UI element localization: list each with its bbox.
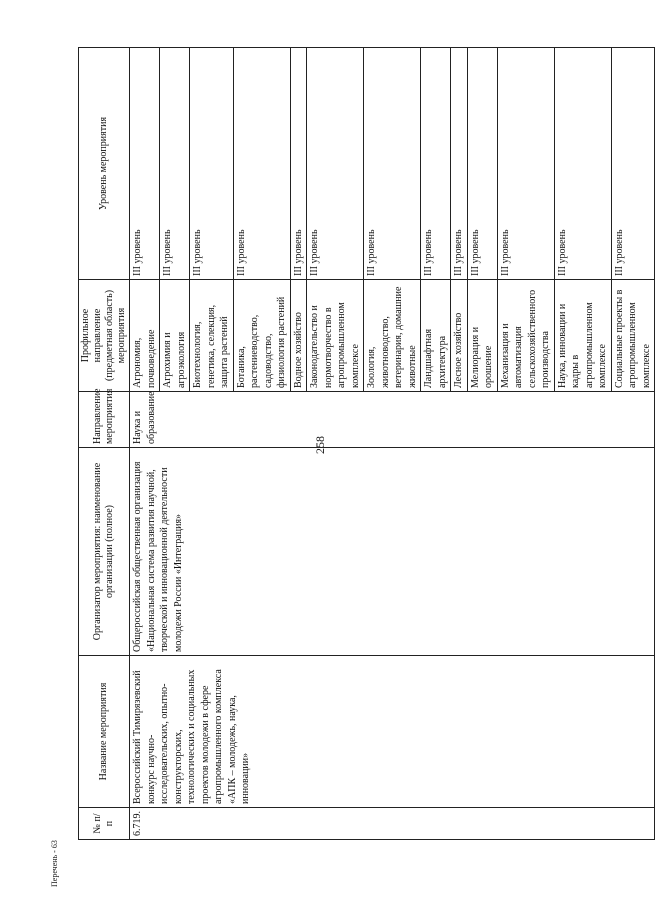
entry-direction: Наука и образование bbox=[130, 392, 655, 448]
events-table bbox=[78, 47, 655, 840]
profile-cell: Лесное хозяйство bbox=[451, 280, 468, 392]
level-cell: III уровень bbox=[421, 48, 451, 280]
level-cell: III уровень bbox=[451, 48, 468, 280]
level-cell: III уровень bbox=[307, 48, 364, 280]
profile-cell: Агрохимия и агроэкология bbox=[160, 280, 190, 392]
profile-cell: Законодательство и нормотворчество в агропромышленном комплексе bbox=[307, 280, 364, 392]
table-row bbox=[130, 48, 160, 840]
profile-cell: Агрономия, почвоведение bbox=[130, 280, 160, 392]
entry-num: 6.719. bbox=[130, 808, 655, 840]
level-cell: III уровень bbox=[190, 48, 234, 280]
level-cell: III уровень bbox=[611, 48, 655, 280]
profile-cell: Ландшафтная архитектура bbox=[421, 280, 451, 392]
header-profile: Профильное направление (предметная область) мероприятия bbox=[79, 280, 130, 392]
level-cell: III уровень bbox=[554, 48, 611, 280]
header-num: № п/п bbox=[79, 808, 130, 840]
header-organizer: Организатор мероприятия: наименование организации (полное) bbox=[79, 448, 130, 656]
entry-name: Всероссийский Тимирязевский конкурс научно-исследовательских, опытно-конструкторских, технологических и социальных проектов молодежи в сфере агропромышленного комплекса «АПК – молодежь, наука, инновации» bbox=[130, 656, 655, 808]
footer-note: Перечень - 63 bbox=[50, 840, 59, 887]
table-header-row bbox=[79, 48, 130, 840]
rotated-table-container bbox=[78, 48, 652, 840]
profile-cell: Мелиорация и орошение bbox=[467, 280, 497, 392]
profile-cell: Биотехнология, генетика, селекция, защита растений bbox=[190, 280, 234, 392]
header-direction: Направление мероприятия bbox=[79, 392, 130, 448]
profile-cell: Механизация и автоматизация сельскохозяйственного производства bbox=[497, 280, 554, 392]
profile-cell: Социальные проекты в агропромышленном комплексе bbox=[611, 280, 655, 392]
level-cell: III уровень bbox=[290, 48, 307, 280]
page-number: 258 bbox=[313, 436, 327, 454]
level-cell: III уровень bbox=[467, 48, 497, 280]
profile-cell: Наука, инновации и кадры в агропромышленном комплексе bbox=[554, 280, 611, 392]
profile-cell: Ботаника, растениеводство, садоводство, физиология растений bbox=[233, 280, 290, 392]
entry-organizer: Общероссийская общественная организация «Национальная система развития научной, творческой и инновационной деятельности молодежи России «Интеграция» bbox=[130, 448, 655, 656]
header-name: Название мероприятия bbox=[79, 656, 130, 808]
level-cell: III уровень bbox=[497, 48, 554, 280]
level-cell: III уровень bbox=[233, 48, 290, 280]
level-cell: III уровень bbox=[130, 48, 160, 280]
profile-cell: Водное хозяйство bbox=[290, 280, 307, 392]
header-level: Уровень мероприятия bbox=[79, 48, 130, 280]
profile-cell: Зоология, животноводство, ветеринария, домашние животные bbox=[364, 280, 421, 392]
level-cell: III уровень bbox=[364, 48, 421, 280]
level-cell: III уровень bbox=[160, 48, 190, 280]
